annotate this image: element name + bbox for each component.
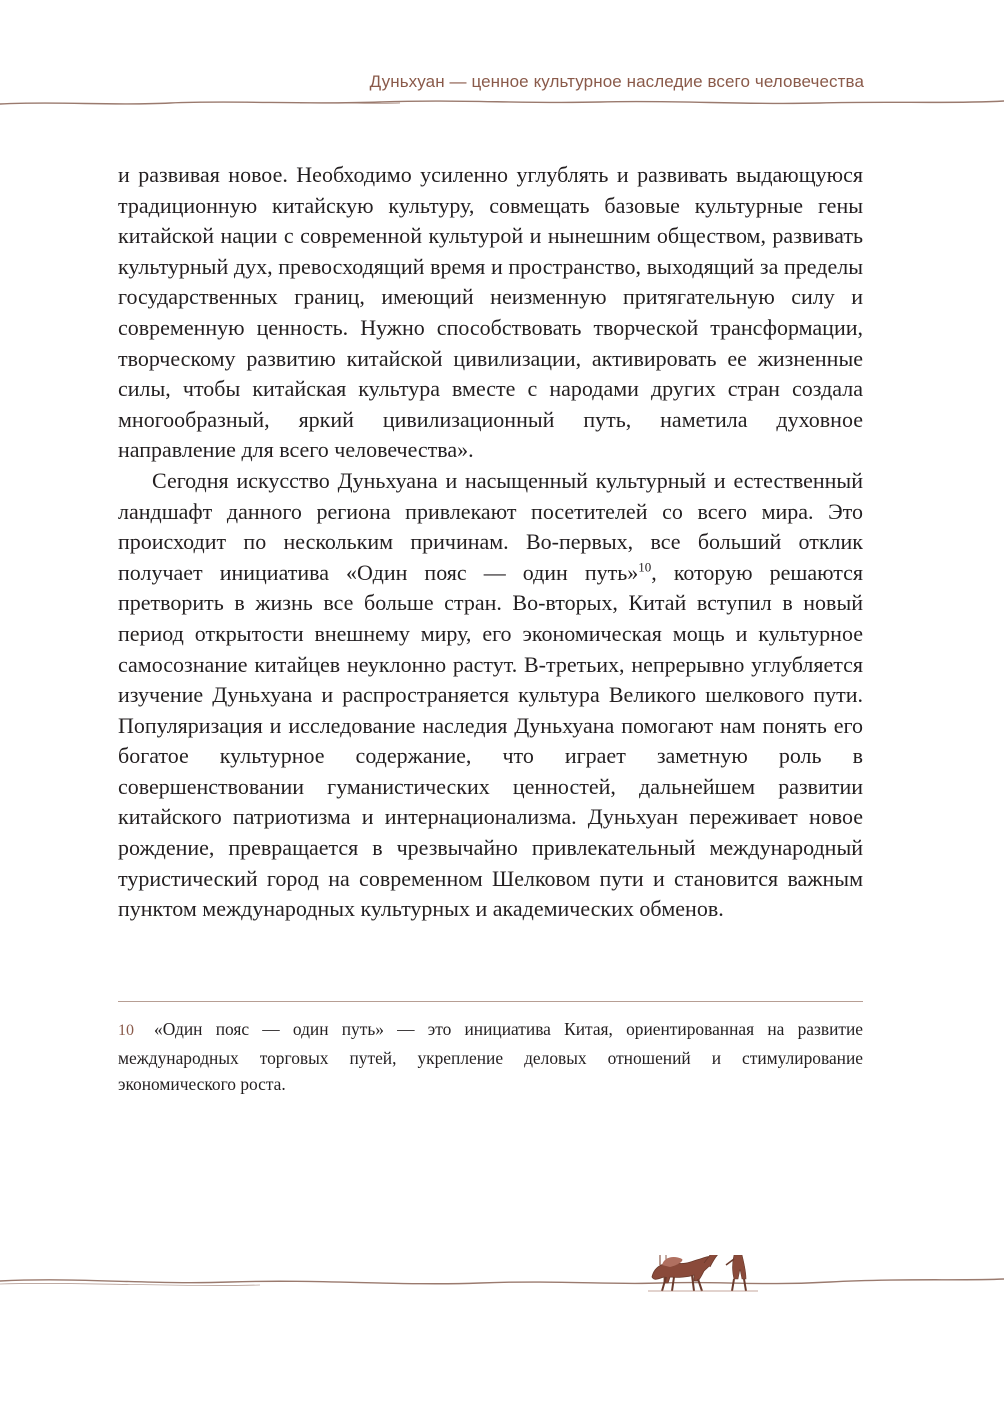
paragraph	[118, 466, 863, 925]
footnote-divider	[118, 1001, 863, 1002]
footnote	[118, 1016, 863, 1098]
running-header: Дуньхуан — ценное культурное наследие всего человечества	[369, 72, 864, 91]
main-text	[118, 160, 863, 925]
header-wavy-line	[0, 92, 1004, 112]
footnote-reference[interactable]: 10	[638, 559, 652, 575]
footnote-text: «Один пояс — один путь» — это инициатива Китая, ориентированная на развитие международных торговых путей, укрепление деловых отношений и стимулирование экономического роста.	[118, 1019, 863, 1094]
paragraph: и развивая новое. Необходимо усиленно углублять и развивать выдающуюся традиционную китайскую культуру, совмещать базовые культурные гены китайской нации с современной культурой и нынешним обществом, развивать культурный дух, превосходящий время и пространство, выходящий за пределы государственных границ, имеющий неизменную притягательную силу и современную ценность. Нужно способствовать творческой трансформации, творческому развитию китайской цивилизации, активировать ее жизненные силы, чтобы китайская культура вместе с народами других стран создала многообразный, яркий цивилизационный путь, наметила духовное направление для всего человечества».	[118, 162, 863, 463]
footnote-number: 10	[118, 1022, 134, 1039]
footer-decoration	[0, 1255, 1004, 1315]
paragraph-text: Сегодня искусство Дуньхуана и насыщенный культурный и естественный ландшафт данного региона привлекают посетителей со всего мира. Это происходит по нескольким причинам. Во-первых, все больший отклик получает инициатива «Один пояс — один путь»	[118, 467, 863, 585]
caravan-camel-rider-icon	[648, 1255, 758, 1291]
paragraph-text: , которую решаются претворить в жизнь все больше стран. Во-вторых, Китай вступил в новый период открытости внешнему миру, его экономическая мощь и культурное самосознание китайцев неуклонно растут. В-третьих, непрерывно углубляется изучение Дуньхуана и распространяется культура Великого шелкового пути. Популяризация и исследование наследия Дуньхуана помогают нам понять его богатое культурное содержание, что играет заметную роль в совершенствовании гуманистических ценностей, дальнейшем развитии китайского патриотизма и интернационализма. Дуньхуан переживает новое рождение, превращается в чрезвычайно привлекательный международный туристический город на современном Шелковом пути и становится важным пунктом международных культурных и академических обменов.	[118, 559, 863, 922]
